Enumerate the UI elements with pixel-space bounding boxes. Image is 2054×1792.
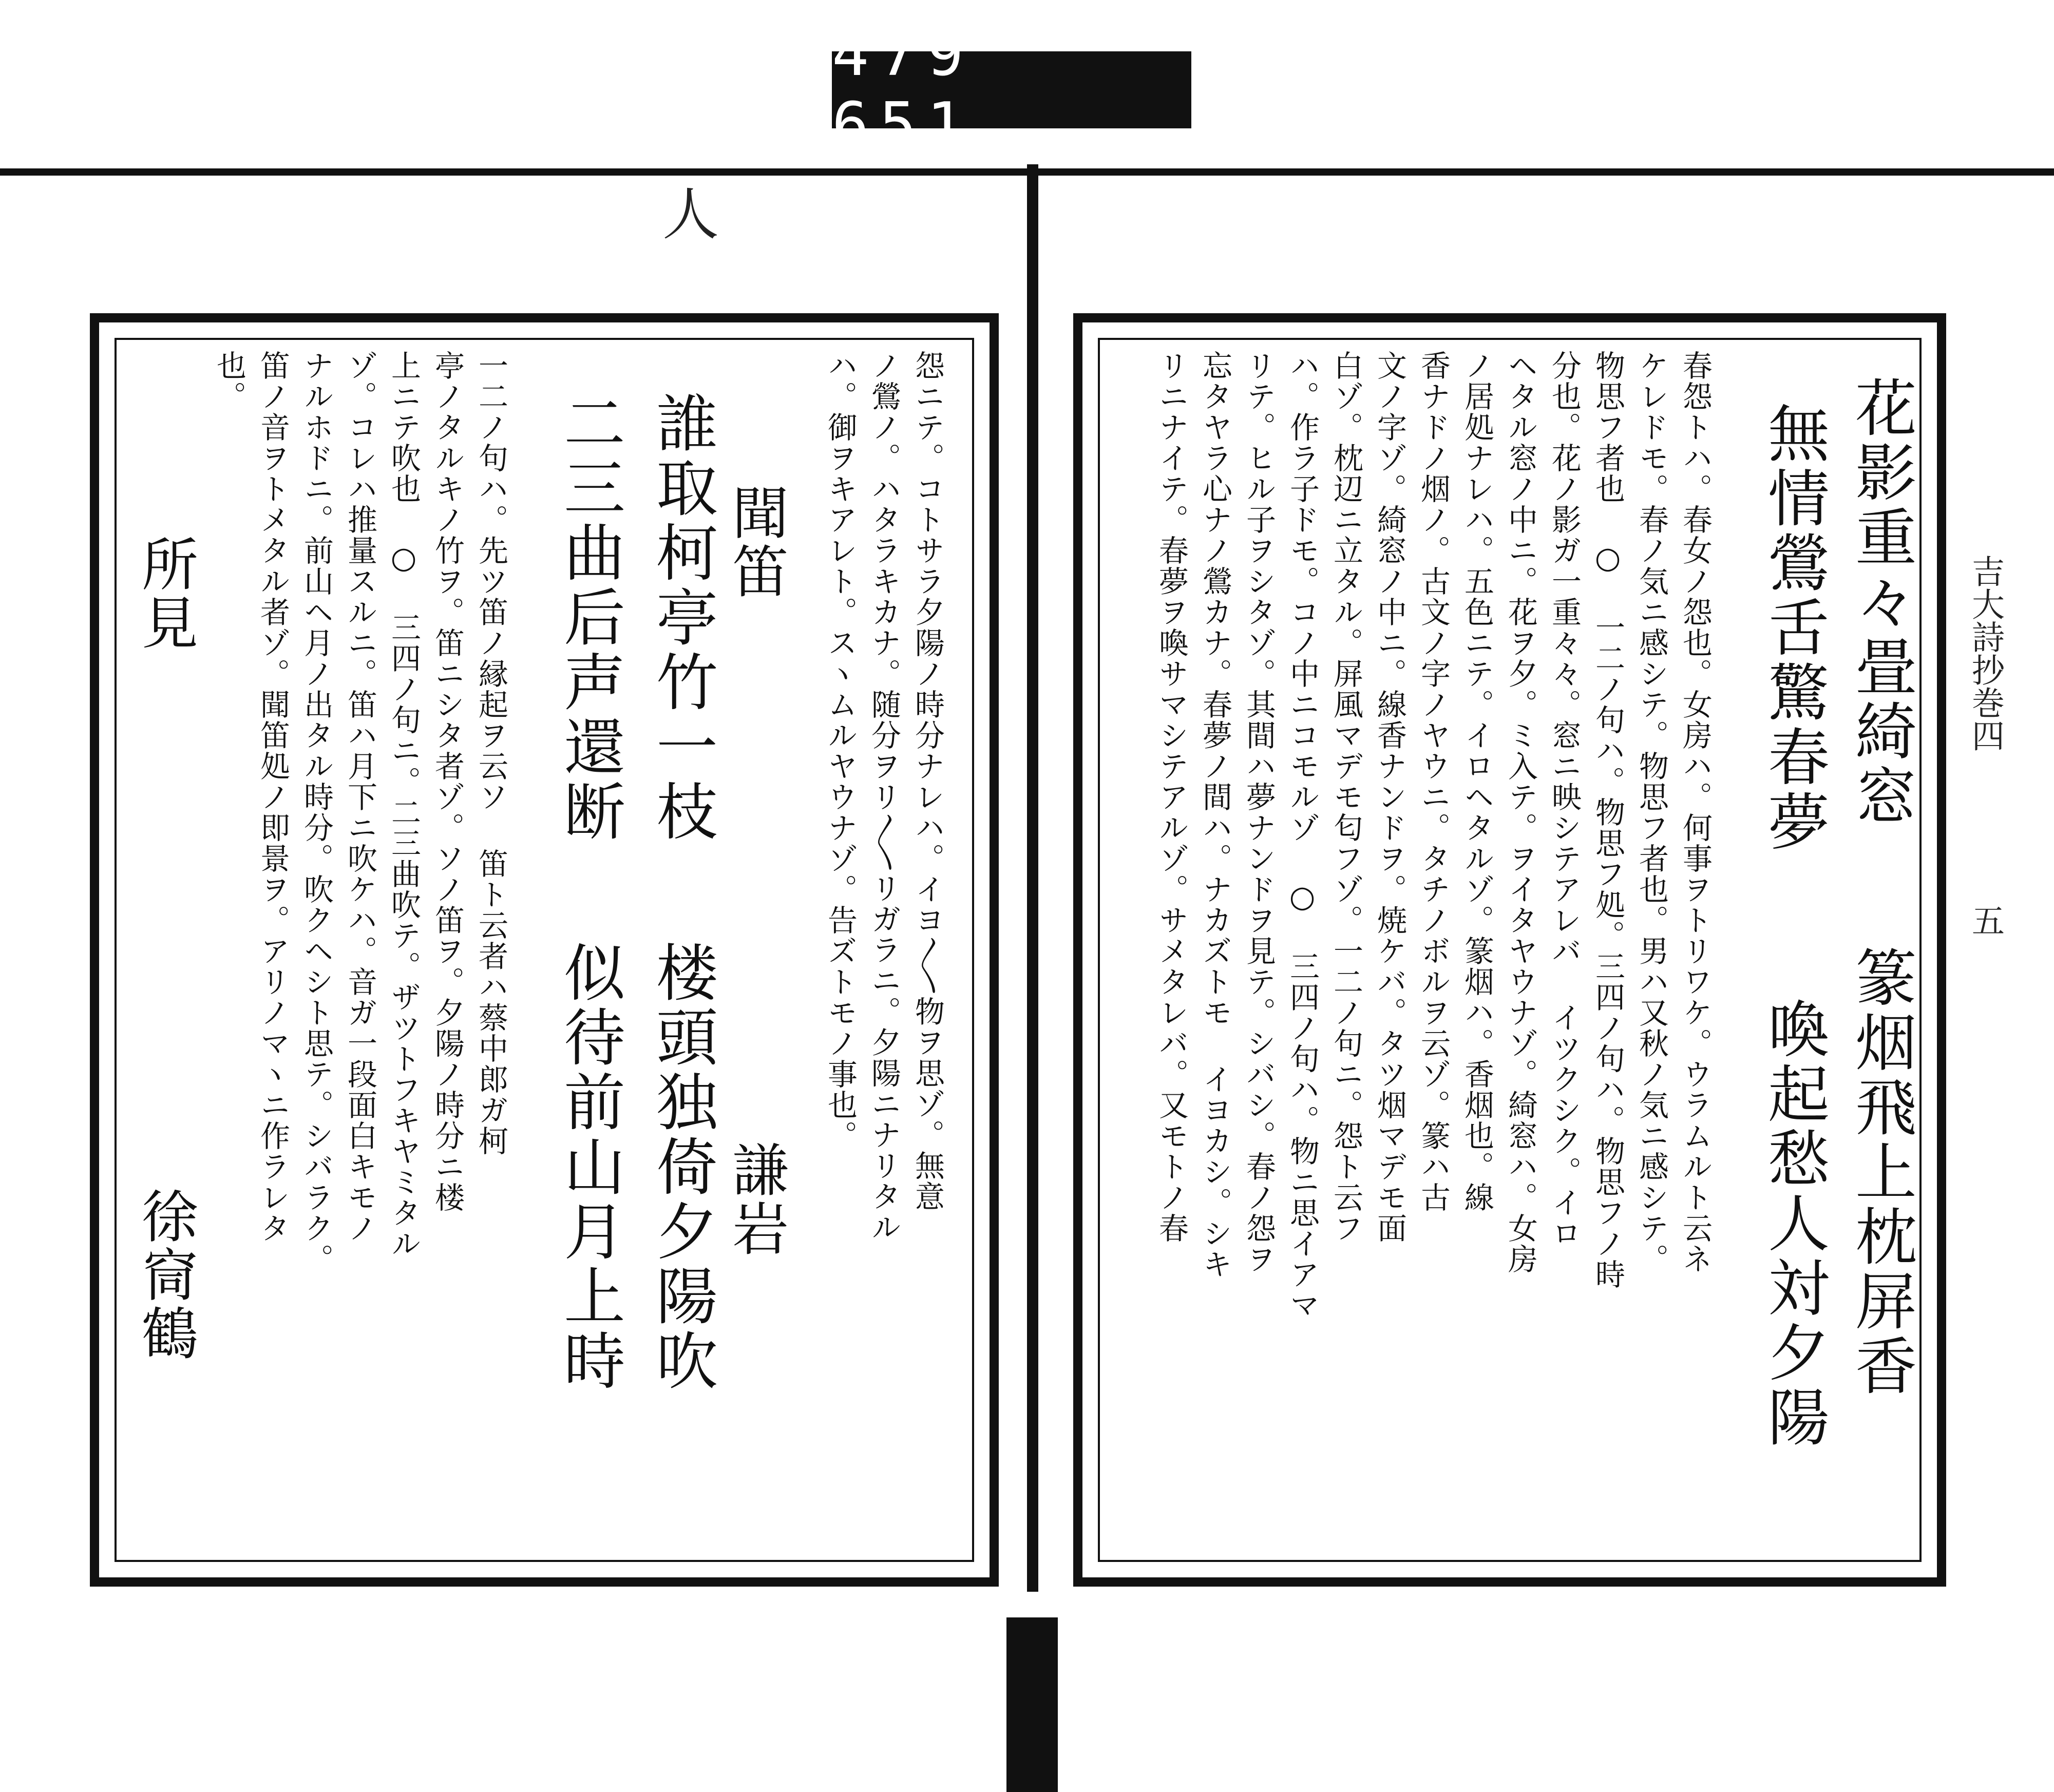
note-line: ゾ。コレハ推量スルニ。笛ハ月下ニ吹ケハ。音ガ一段面白キモノ xyxy=(343,350,377,1244)
poem-line: 無情鶯舌驚春夢 xyxy=(1758,402,1829,854)
note-line: 白ゾ。枕辺ニ立タル。屏風マデモ匂フゾ。一二ノ句ニ。怨ト云フ xyxy=(1328,350,1363,1244)
poem-author: 謙岩 xyxy=(723,1141,789,1258)
right-page-frame xyxy=(1098,338,1922,1562)
poem-title: 聞笛 xyxy=(723,484,789,601)
next-poem-author: 徐䆚鶴 xyxy=(132,1187,198,1363)
note-line: ノ居処ナレハ。五色ニテ。イロヘタルゾ。篆烟ハ。香烟也。線 xyxy=(1459,350,1494,1213)
book-gutter xyxy=(1027,164,1038,1592)
note-line: 文ノ字ゾ。綺窓ノ中ニ。線香ナンドヲ。焼ケバ。タツ烟マデモ面 xyxy=(1372,350,1407,1244)
left-page xyxy=(90,313,999,1587)
commentary-line: ノ鶯ノ。ハタラキカナ。随分ヲリ〳〵リガラニ。夕陽ニナリタル xyxy=(866,350,901,1243)
archive-label: 479 651. xyxy=(832,51,1191,128)
note-line: 一二ノ句ハ。先ツ笛ノ縁起ヲ云ソ 笛ト云者ハ蔡中郎ガ柯 xyxy=(473,350,508,1156)
note-line: ヘタル窓ノ中ニ。花ヲ夕。ミ入テ。ヲイタヤウナゾ。綺窓ハ。女房 xyxy=(1503,350,1538,1274)
poem-line: 楼頭独倚夕陽吹 xyxy=(646,941,717,1394)
next-poem-title: 所見 xyxy=(132,535,198,652)
commentary-line: 怨ニテ。コトサラ夕陽ノ時分ナレハ。イヨ〳〵物ヲ思ゾ。無意 xyxy=(910,350,945,1212)
gutter-block xyxy=(1006,1617,1058,1792)
note-line: 分也。花ノ影ガ一重々々。窓ニ映シテアレバ イツクシク。イロ xyxy=(1547,350,1582,1249)
commentary-line: ハ。御ヲキアレト。スヽムルヤウナゾ。告ズトモノ事也。 xyxy=(823,350,858,1151)
right-page xyxy=(1073,313,1946,1587)
poem-line: 喚起愁人対夕陽 xyxy=(1758,997,1829,1450)
poem-line: 二三曲后声還断 xyxy=(554,391,625,844)
note-line: 忘タヤラ心ナノ鶯カナ。春夢ノ間ハ。ナカズトモ イヨカシ。シキ xyxy=(1197,350,1232,1280)
note-line: ハ。作ラ子ドモ。コノ中ニコモルゾ ○ 三四ノ句ハ。物ニ思イアマ xyxy=(1285,350,1320,1321)
note-line: 亭ノタルキノ竹ヲ。笛ニシタ者ゾ。ソノ笛ヲ。夕陽ノ時分ニ楼 xyxy=(430,350,465,1213)
poem-line: 似待前山月上時 xyxy=(554,941,625,1394)
note-line: 香ナドノ烟ノ。古文ノ字ノヤウニ。タチノボルヲ云ゾ。篆ハ古 xyxy=(1416,350,1451,1213)
note-line: 春怨トハ。春女ノ怨也。女房ハ。何事ヲトリワケ。ウラムルト云ネ xyxy=(1678,350,1713,1274)
note-line: リニナイテ。春夢ヲ喚サマシテアルゾ。サメタレバ。又モトノ春 xyxy=(1154,350,1189,1244)
right-page-number: 五 xyxy=(1966,904,2004,937)
note-line: リテ。ヒル子ヲシタゾ。其間ハ夢ナンドヲ見テ。シバシ。春ノ怨ヲ xyxy=(1241,350,1276,1274)
poem-line: 花影重々畳綺窓 xyxy=(1845,376,1916,829)
note-line: 上ニテ吹也 ○ 三四ノ句ニ。二三曲吹テ。ザツトフキヤミタル xyxy=(386,350,421,1259)
note-line: 也。 xyxy=(212,350,246,412)
poem-line: 誰取柯亭竹一枝 xyxy=(646,391,717,844)
corner-mark: 人 xyxy=(662,182,719,247)
left-page-frame xyxy=(115,338,974,1562)
note-line: ナルホドニ。前山ヘ月ノ出タル時分。吹クヘシト思テ。シバラク。 xyxy=(299,350,334,1274)
right-margin-title: 吉大詩抄巻四 xyxy=(1966,555,2004,752)
note-line: ケレドモ。春ノ気ニ感シテ。物思フ者也。男ハ又秋ノ気ニ感シテ。 xyxy=(1634,350,1669,1274)
poem-line: 篆烟飛上枕屏香 xyxy=(1845,946,1916,1399)
note-line: 笛ノ音ヲトメタル者ゾ。聞笛処ノ即景ヲ。アリノマヽニ作ラレタ xyxy=(255,350,290,1244)
note-line: 物思フ者也 ○ 一二ノ句ハ。物思フ処。三四ノ句ハ。物思フノ時 xyxy=(1590,350,1625,1290)
